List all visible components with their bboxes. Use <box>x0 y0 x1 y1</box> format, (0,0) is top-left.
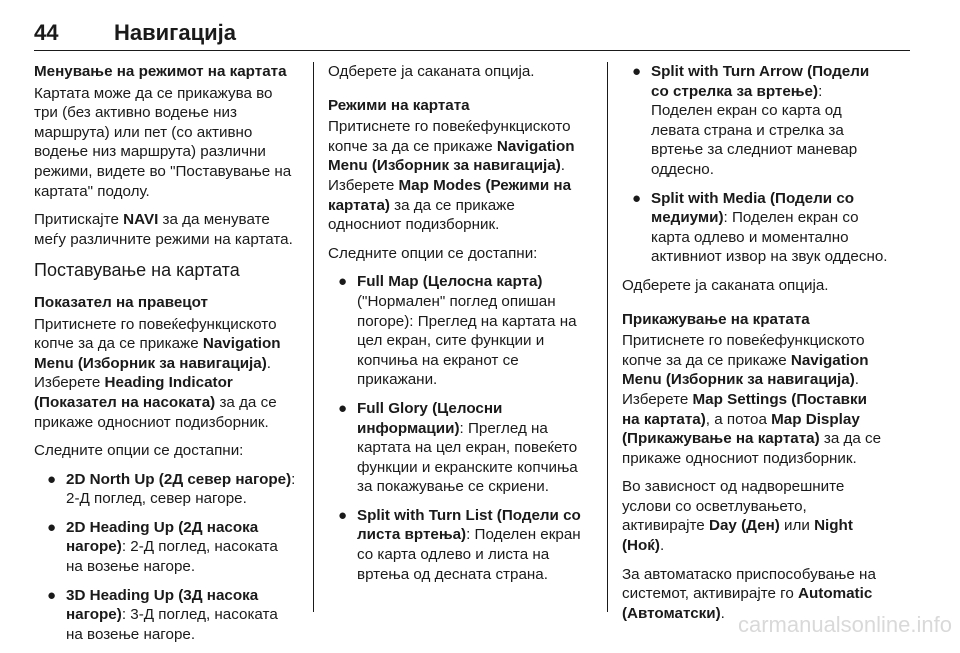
paragraph-heading-indicator <box>34 315 296 433</box>
text: , а потоа <box>705 410 772 428</box>
text: . Изберете <box>622 371 859 408</box>
paragraph-select-option: Одберете ја саканата опција. <box>328 63 535 80</box>
option-name: Split with Turn List (Подели со листа вртења) <box>357 506 581 544</box>
option-desc: : Поделен екран со карта одлево и листа на вртења од десната страна. <box>357 526 581 583</box>
paragraph-map-modes-intro: Картата може да се прикажува во три (без активно водење низ маршрута) или пет (со активно водење низ маршрута) различни режими, видете во "Поставување на картата" подолу. <box>34 84 292 200</box>
text: Во зависност од надворешните услови со осветлувањето, активирајте <box>622 478 845 535</box>
column-3 <box>622 62 888 632</box>
header-rule <box>34 50 910 51</box>
bullet-icon: ● <box>338 506 348 524</box>
list-item <box>328 399 592 497</box>
paragraph-map-display <box>622 331 888 468</box>
list-item <box>34 470 296 509</box>
navi-key-label: NAVI <box>123 211 159 229</box>
option-name: Night (Ноќ) <box>622 517 853 555</box>
heading-map-setup: Поставување на картата <box>34 260 240 281</box>
text: за да менувате меѓу различните режими на картата. <box>34 211 293 248</box>
text: . <box>659 537 665 555</box>
option-name: 2D North Up (2Д север нагоре) <box>66 470 292 488</box>
menu-item-name: Heading Indicator (Показател на насоката) <box>34 374 233 411</box>
text: за да се прикаже односниот подизборник. <box>34 393 277 431</box>
text: Притиснете го повеќефункциското копче за да се прикаже <box>34 315 277 353</box>
watermark: carmanualsonline.info <box>737 612 952 637</box>
option-desc: : Поделен екран со карта од левата страна и стрелка за вртење за следниот маневар оддесно. <box>651 82 858 178</box>
option-desc: : 2-Д поглед, север нагоре. <box>66 470 296 508</box>
options-intro: Следните опции се достапни: <box>328 244 538 262</box>
list-item <box>328 506 592 584</box>
text: . Изберете <box>328 157 565 194</box>
option-name: Split with Media (Подели со медиуми) <box>651 189 855 227</box>
option-name: Automatic (Автоматски) <box>622 585 873 622</box>
list-item <box>34 518 296 577</box>
bullet-icon: ● <box>338 399 348 417</box>
heading-heading-indicator: Показател на правецот <box>34 293 208 311</box>
text: . Изберете <box>34 354 271 392</box>
paragraph-day-night <box>622 477 888 555</box>
text: За автоматаско приспособување на системот, активирајте го <box>622 565 876 603</box>
list-item <box>34 586 296 645</box>
options-intro: Следните опции се достапни: <box>34 442 244 460</box>
option-name: Full Map (Целосна карта) <box>357 273 543 291</box>
text: или <box>779 517 815 535</box>
heading-options-list <box>34 470 296 645</box>
text: Притиснете го повеќефункциското копче за да се прикаже <box>328 118 571 155</box>
bullet-icon: ● <box>47 586 57 604</box>
option-desc: : 2-Д поглед, насоката на возење нагоре. <box>66 538 278 576</box>
list-item <box>328 272 592 390</box>
bullet-icon: ● <box>338 273 348 291</box>
heading-map-display: Прикажување на кратата <box>622 310 810 328</box>
text: Притискајте <box>34 211 124 229</box>
option-name: Split with Turn Arrow (Подели со стрелка за вртење) <box>651 63 870 100</box>
column-2 <box>328 62 592 593</box>
menu-item-name: Map Settings (Поставки на картата) <box>622 390 867 428</box>
column-divider <box>313 62 314 612</box>
menu-item-name: Map Modes (Режими на картата) <box>328 176 572 214</box>
menu-name: Navigation Menu (Изборник за навигација) <box>34 335 281 372</box>
list-item <box>622 62 888 180</box>
option-desc: : Поделен екран со карта одлево и моментално активниот извор на звук оддесно. <box>651 209 888 266</box>
paragraph-navi-toggle <box>34 210 296 249</box>
option-name: Full Glory (Целосни информации) <box>357 399 503 437</box>
menu-name: Navigation Menu (Изборник за навигација) <box>622 351 869 389</box>
text: . <box>720 604 725 622</box>
bullet-icon: ● <box>47 518 57 536</box>
option-name: 2D Heading Up (2Д насока нагоре) <box>66 518 259 556</box>
column-divider <box>607 62 608 612</box>
menu-name: Navigation Menu (Изборник за навигација) <box>328 137 575 175</box>
list-item <box>622 189 888 267</box>
menu-item-name: Map Display (Прикажување на картата) <box>622 410 860 448</box>
map-modes-list <box>328 272 592 584</box>
text: Притиснете го повеќефункциското копче за да се прикаже <box>622 332 865 369</box>
heading-map-modes: Режими на картата <box>328 96 470 114</box>
option-desc: ("Нормален" поглед опишан погоре): Преглед на картата на цел екран, сите функции и копчиња на екранот се прикажани. <box>357 292 577 389</box>
option-name: 3D Heading Up (3Д насока нагоре) <box>66 586 259 624</box>
option-desc: : Преглед на картата на цел екран, повеќето функции и екранските копчиња за покажување се скриени. <box>357 419 578 496</box>
column-1 <box>34 62 296 653</box>
text: за да се прикаже односниот подизборник. <box>622 430 882 467</box>
bullet-icon: ● <box>632 189 642 207</box>
heading-menu-modes: Менување на режимот на картата <box>34 63 287 80</box>
section-title: Навигација <box>114 20 236 45</box>
map-modes-list-continued <box>622 62 888 267</box>
option-desc: : 3-Д поглед, насоката на возење нагоре. <box>66 606 278 643</box>
bullet-icon: ● <box>632 63 642 80</box>
paragraph-select-option: Одберете ја саканата опција. <box>622 276 829 294</box>
text: за да се прикаже односниот подизборник. <box>328 196 515 234</box>
paragraph-map-modes <box>328 117 592 235</box>
option-name: Day (Ден) <box>708 517 780 535</box>
bullet-icon: ● <box>47 470 57 488</box>
page-header <box>34 14 910 50</box>
page-number: 44 <box>34 20 59 45</box>
